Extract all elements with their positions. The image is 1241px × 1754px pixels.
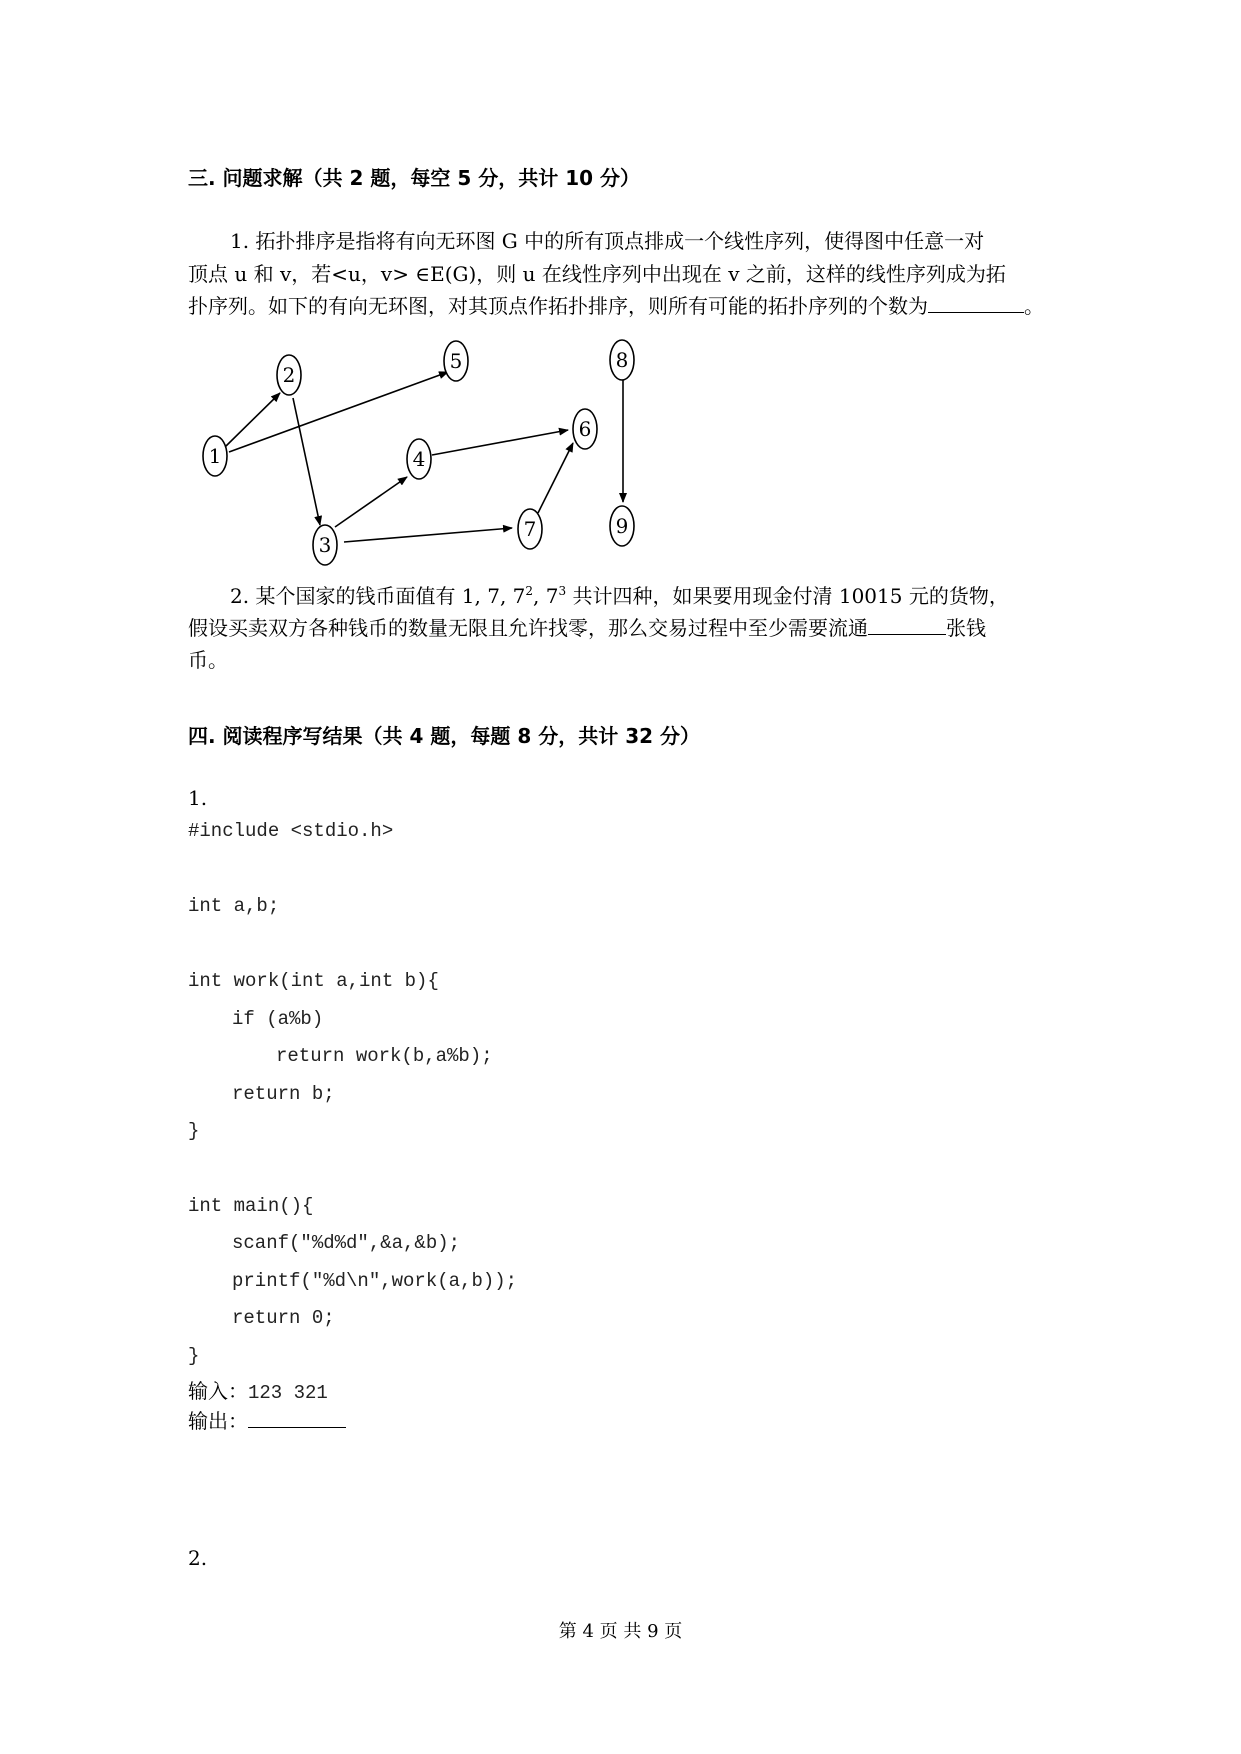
code-line-printf: printf("%d\n",work(a,b));	[232, 1270, 518, 1292]
code-line-if: if (a%b)	[232, 1008, 324, 1030]
input-label: 输入：	[188, 1379, 248, 1403]
node-6-label: 6	[578, 417, 592, 441]
node-4-label: 4	[412, 447, 426, 471]
node-7-label: 7	[523, 517, 537, 541]
q1-line-1: 1. 拓扑排序是指将有向无环图 G 中的所有顶点排成一个线性序列，使得图中任意一对	[230, 229, 985, 253]
code-line-close-main: }	[188, 1345, 200, 1367]
node-3-label: 3	[318, 533, 332, 557]
q2-line-2-text: 假设买卖双方各种钱币的数量无限且允许找零，那么交易过程中至少需要流通	[188, 616, 868, 640]
q2-sup-2: 3	[558, 584, 567, 598]
edge-2-3	[293, 398, 320, 525]
node-9-label: 9	[615, 514, 629, 538]
q2-line-1-c: 共计四种，如果要用现金付清 10015 元的货物，	[566, 584, 1009, 608]
edge-4-6	[432, 430, 568, 455]
node-5-label: 5	[449, 349, 463, 373]
program-2-label: 2.	[188, 1546, 208, 1570]
node-2-label: 2	[282, 363, 296, 387]
output-label: 输出：	[188, 1409, 248, 1433]
edge-7-6	[538, 443, 573, 513]
q2-line-1-b: , 7	[533, 584, 559, 608]
q2-line-3: 币。	[188, 648, 228, 672]
code-line-main-signature: int main(){	[188, 1195, 314, 1217]
q1-line-2: 顶点 u 和 v，若<u，v> ∈E(G)，则 u 在线性序列中出现在 v 之前，这样的线性序列成为拓	[188, 262, 1006, 286]
section-3-heading: 三. 问题求解（共 2 题，每空 5 分，共计 10 分）	[188, 166, 641, 190]
code-line-globals: int a,b;	[188, 895, 280, 917]
edge-1-2	[225, 393, 280, 447]
q2-sup-1: 2	[525, 584, 534, 598]
code-line-close-work: }	[188, 1120, 200, 1142]
q1-line-3-end: 。	[1024, 294, 1044, 318]
edge-3-7	[344, 528, 512, 542]
q2-answer-blank[interactable]	[868, 614, 946, 635]
program-1-label: 1.	[188, 786, 208, 810]
code-line-include: #include <stdio.h>	[188, 820, 394, 842]
code-line-work-signature: int work(int a,int b){	[188, 970, 439, 992]
code-line-return-work: return work(b,a%b);	[276, 1045, 493, 1067]
node-8-label: 8	[615, 348, 629, 372]
input-value: 123 321	[248, 1382, 328, 1404]
node-1-label: 1	[208, 444, 222, 468]
q1-answer-blank[interactable]	[928, 292, 1024, 313]
output-line	[188, 1405, 346, 1434]
input-line	[188, 1375, 328, 1404]
edge-3-4	[335, 477, 407, 527]
dag-graph	[195, 335, 629, 557]
q1-line-3-text: 扑序列。如下的有向无环图，对其顶点作拓扑排序，则所有可能的拓扑序列的个数为	[188, 294, 928, 318]
code-line-scanf: scanf("%d%d",&a,&b);	[232, 1232, 461, 1254]
output-answer-blank[interactable]	[248, 1407, 346, 1428]
q1-line-3	[188, 290, 1044, 322]
q2-line-2	[188, 612, 986, 644]
q2-line-1-a: 2. 某个国家的钱币面值有 1, 7, 7	[230, 584, 526, 608]
q2-line-2-end: 张钱	[946, 616, 986, 640]
page-number-footer: 第 4 页 共 9 页	[558, 1621, 683, 1642]
q2-line-1	[230, 580, 1009, 612]
section-4-heading: 四. 阅读程序写结果（共 4 题，每题 8 分，共计 32 分）	[188, 724, 701, 748]
code-line-return-0: return 0;	[232, 1307, 335, 1329]
code-line-return-b: return b;	[232, 1083, 335, 1105]
